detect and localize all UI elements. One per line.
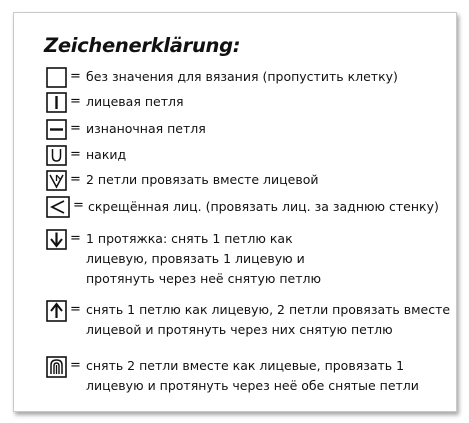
equals-sign: = [70,69,81,84]
legend-text: накид [86,147,127,162]
empty-box-icon [46,67,67,88]
legend-text: изнаночная петля [86,121,206,136]
k2tog-icon [46,170,67,191]
legend-text: скрещённая лиц. (провязать лиц. за заднюю стенку) [88,199,439,214]
legend-text: лицевая петля [86,94,184,109]
legend-text: снять 1 петлю как лицевую, 2 петли провязать вместе [86,302,451,317]
legend-text: 2 петли провязать вместе лицевой [86,172,319,187]
yarn-over-icon [46,145,67,166]
legend-text: без значения для вязания (пропустить клетку) [86,69,398,84]
skp-icon [46,229,67,250]
knit-stitch-icon [46,92,67,113]
equals-sign: = [70,231,81,246]
twisted-knit-icon [46,196,71,217]
legend-text: лицевой и протянуть через них снятую петлю [86,322,393,337]
legend-text: протянуть через неё снятую петлю [86,271,321,286]
equals-sign: = [73,198,84,213]
equals-sign: = [70,172,81,187]
legend-text: снять 2 петли вместе как лицевые, провязать 1 [86,358,405,373]
purl-stitch-icon [46,119,67,140]
legend-text: лицевую и протянуть через неё обе снятые петли [86,378,419,393]
legend-title: Zeichenerklärung: [44,34,241,57]
equals-sign: = [70,94,81,109]
equals-sign: = [70,358,81,373]
sk2p-icon [46,300,67,321]
legend-text: лицевую, провязать 1 лицевую и [86,251,305,266]
equals-sign: = [70,302,81,317]
legend-text: 1 протяжка: снять 1 петлю как [86,231,293,246]
equals-sign: = [70,147,81,162]
equals-sign: = [70,121,81,136]
centered-double-decrease-icon [46,356,67,377]
